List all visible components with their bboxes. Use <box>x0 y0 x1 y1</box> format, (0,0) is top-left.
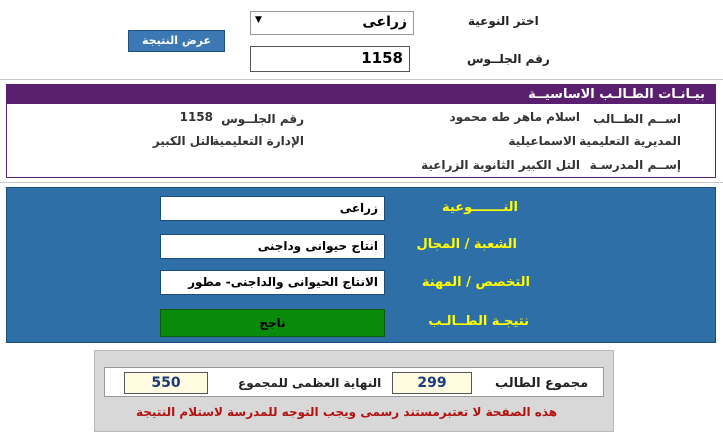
administration-label: الإدارة التعليمية <box>212 134 304 148</box>
info-seat-value: 1158 <box>179 110 213 124</box>
directorate-label: المديرية التعليمية <box>579 134 681 148</box>
directorate-value: الاسماعيلية <box>508 134 576 148</box>
administration-value: التل الكبير <box>152 134 214 148</box>
basic-info-header: بيـانـات الطـالـب الاساسيــة <box>7 85 715 104</box>
divider <box>0 182 723 183</box>
dropdown-arrow-icon: ▼ <box>255 15 262 25</box>
max-value: 550 <box>124 372 208 394</box>
total-label: مجموع الطالب <box>495 376 589 391</box>
max-label: النهاية العظمى للمجموع <box>238 376 382 390</box>
detail-type-field: زراعى <box>160 196 385 221</box>
type-label: اختر النوعية <box>468 14 539 28</box>
type-select-value: زراعى <box>362 14 407 30</box>
detail-specialty-field: الانتاج الحيوانى والداجنى- مطور <box>160 270 385 295</box>
result-status-badge: ناجح <box>160 309 385 337</box>
total-value: 299 <box>392 372 472 394</box>
show-result-button[interactable]: عرض النتيجة <box>128 30 225 52</box>
detail-branch-label: الشعبة / المجال <box>416 237 517 252</box>
detail-branch-field: انتاج حيوانى وداجنى <box>160 234 385 259</box>
detail-type-label: النـــــــوعية <box>442 200 518 215</box>
detail-specialty-label: التخصص / المهنة <box>421 275 530 290</box>
info-seat-label: رقم الجلــوس <box>221 112 304 126</box>
seat-label: رقم الجلــوس <box>467 52 550 66</box>
type-select[interactable] <box>250 11 414 35</box>
seat-number-input[interactable]: 1158 <box>250 46 410 72</box>
divider <box>0 79 723 80</box>
student-name-value: اسلام ماهر طه محمود <box>449 110 580 124</box>
school-value: التل الكبير الثانوية الزراعية <box>421 158 580 172</box>
warning-text: هذه الصفحة لا تعتبرمستند رسمى ويجب التوجه للمدرسة لاستلام النتيجة <box>136 405 558 419</box>
school-label: إســم المدرسـة <box>589 158 681 172</box>
result-label: نتيجـة الطــالـب <box>428 314 529 329</box>
student-name-label: اســم الطــالب <box>593 112 681 126</box>
